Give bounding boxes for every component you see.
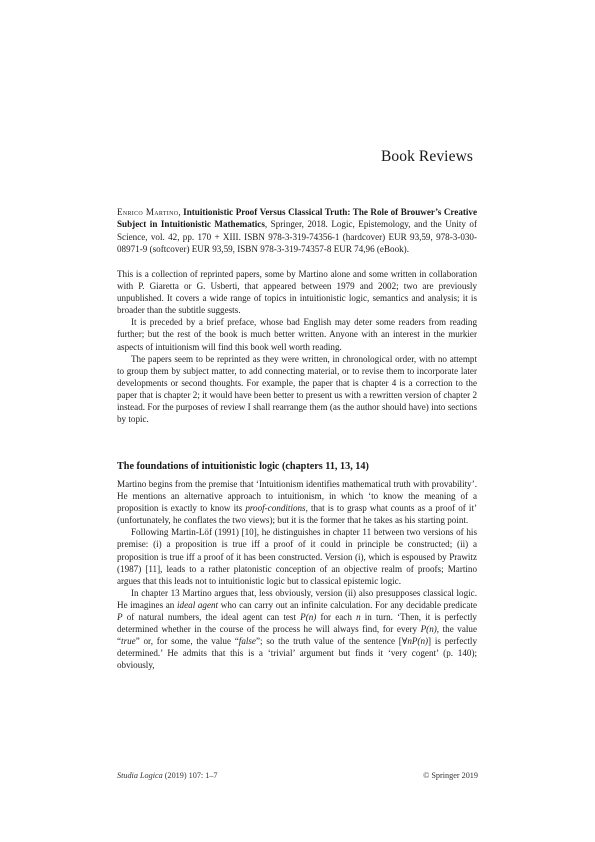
footer-journal: Studia Logica (2019) 107: 1–7 xyxy=(117,771,218,780)
book-citation: Enrico Martino, Intuitionistic Proof Versus Classical Truth: The Role of Brouwer’s Creative Subject in Intuitionistic Mathematics, Springer, 2018. Logic, Epistemology, and the Unity of Science, vol. 42, pp. 170 + XIII. ISBN 978-3-319-74356-1 (hardcover) EUR 93,59, 978-3-030-08971-9 (softcover) EUR 93,59, ISBN 978-3-319-74357-8 EUR 74,96 (eBook). xyxy=(117,207,477,255)
book-title: Intuitionistic Proof Versus Classical Truth: The Role of Brouwer’s Creative Subject in Intuitionistic Mathematics xyxy=(117,207,477,230)
book-details: , Springer, 2018. Logic, Epistemology, and the Unity of Science, vol. 42, pp. 170 + XIII. ISBN 978-3-319-74356-1 (hardcover) EUR 93,59, 978-3-030-08971-9 (softcover) EUR 93,59, ISBN 978-3-319-74357-8 EUR 74,96 (eBook). xyxy=(117,219,477,255)
section-subheading: The foundations of intuitionistic logic (chapters 11, 13, 14) xyxy=(117,461,369,472)
paragraph: Martino begins from the premise that ‘Intuitionism identifies mathematical truth with provability’. He mentions an alternative approach to intuitionism, in which ‘to know the meaning of a proposition is exactly to know its proof-conditions, that is to grasp what counts as a proof of it’ (unfortunately, he conflates the two views); but it is the former that he takes as his starting point. xyxy=(117,479,477,526)
footer-copyright: © Springer 2019 xyxy=(423,771,478,780)
section-heading: Book Reviews xyxy=(380,148,473,165)
intro-text xyxy=(117,268,477,425)
paragraph: It is preceded by a brief preface, whose bad English may deter some readers from reading further; but the rest of the book is much better written. Anyone with an interest in the murkier aspects of intuitionism will find this book well worth reading. xyxy=(117,317,477,352)
paragraph: The papers seem to be reprinted as they were written, in chronological order, with no attempt to group them by subject matter, to add connecting material, or to revise them to incorporate later developments or second thoughts. For example, the paper that is chapter 4 is a correction to the paper that is chapter 2; it would have been better to present us with a rewritten version of chapter 2 instead. For the purposes of review I shall rearrange them (as the author should have) into sections by topic. xyxy=(117,353,477,425)
book-author: Enrico Martino xyxy=(117,207,179,217)
paragraph: This is a collection of reprinted papers, some by Martino alone and some written in collaboration with P. Giaretta or G. Usberti, that appeared between 1979 and 2002; two are previously unpublished. It covers a wide range of topics in intuitionistic logic, semantics and analysis; it is broader than the subtitle suggests. xyxy=(117,269,477,316)
section-text xyxy=(117,478,477,672)
paragraph: In chapter 13 Martino argues that, less obviously, version (ii) also presupposes classical logic. He imagines an ideal agent who can carry out an infinite calculation. For any decidable predicate P of natural numbers, the ideal agent can test P(n) for each n in turn. ‘Then, it is perfectly determined whether in the course of the process he will always find, for every P(n), the value “true” or, for some, the value “false”; so the truth value of the sentence [∀nP(n)] is perfectly determined.’ He admits that this is a ‘trivial’ argument but finds it ‘very cogent’ (p. 140); obviously, xyxy=(117,587,478,671)
paragraph: Following Martin-Löf (1991) [10], he distinguishes in chapter 11 between two versions of his premise: (i) a proposition is true iff a proof of it could in principle be constructed; (ii) a proposition is true iff a proof of it has been constructed. Version (i), which is espoused by Prawitz (1987) [11], leads to a rather platonistic conception of an objective realm of proofs; Martino argues that this leads not to intuitionistic logic but to classical epistemic logic. xyxy=(117,527,477,586)
